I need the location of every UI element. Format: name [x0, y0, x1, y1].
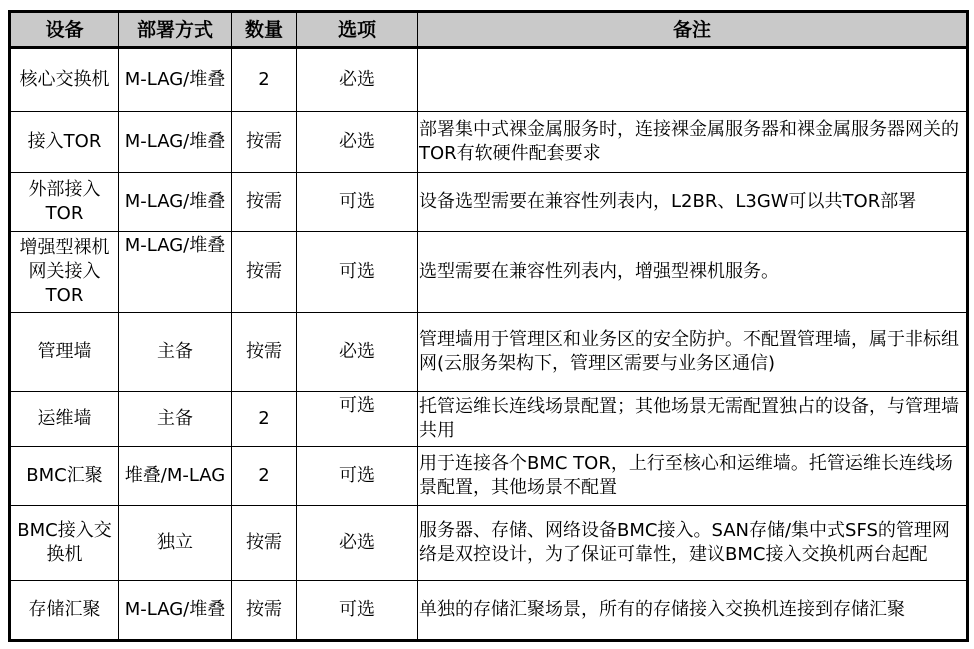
header-deploy: 部署方式 — [119, 12, 232, 48]
cell-deploy: M-LAG/堆叠 — [119, 173, 232, 232]
table-row — [10, 112, 968, 173]
table-container — [8, 10, 966, 642]
cell-qty: 按需 — [232, 112, 297, 173]
cell-note: 设备选型需要在兼容性列表内，L2BR、L3GW可以共TOR部署 — [418, 173, 968, 232]
cell-device: 外部接入TOR — [10, 173, 119, 232]
cell-note: 托管运维长连线场景配置；其他场景无需配置独占的设备，与管理墙共用 — [418, 392, 968, 447]
cell-deploy: M-LAG/堆叠 — [119, 48, 232, 112]
cell-note: 服务器、存储、网络设备BMC接入。SAN存储/集中式SFS的管理网络是双控设计，为了保证可靠性，建议BMC接入交换机两台起配 — [418, 506, 968, 581]
cell-deploy: M-LAG/堆叠 — [119, 232, 232, 313]
cell-note — [418, 48, 968, 112]
table-row — [10, 173, 968, 232]
cell-note: 部署集中式裸金属服务时，连接裸金属服务器和裸金属服务器网关的TOR有软硬件配套要求 — [418, 112, 968, 173]
table-row — [10, 506, 968, 581]
cell-deploy: M-LAG/堆叠 — [119, 112, 232, 173]
cell-device: BMC汇聚 — [10, 447, 119, 506]
cell-qty: 2 — [232, 392, 297, 447]
cell-device: 管理墙 — [10, 313, 119, 392]
table-header-row — [10, 12, 968, 48]
cell-option: 必选 — [297, 112, 418, 173]
header-note: 备注 — [418, 12, 968, 48]
table-row — [10, 581, 968, 641]
cell-option: 可选 — [297, 392, 418, 447]
cell-qty: 2 — [232, 447, 297, 506]
cell-option: 可选 — [297, 447, 418, 506]
cell-device: 存储汇聚 — [10, 581, 119, 641]
cell-qty: 按需 — [232, 506, 297, 581]
cell-qty: 按需 — [232, 313, 297, 392]
cell-qty: 按需 — [232, 232, 297, 313]
cell-note: 管理墙用于管理区和业务区的安全防护。不配置管理墙，属于非标组网(云服务架构下，管理区需要与业务区通信) — [418, 313, 968, 392]
cell-option: 必选 — [297, 48, 418, 112]
cell-option: 必选 — [297, 506, 418, 581]
cell-deploy: 堆叠/M-LAG — [119, 447, 232, 506]
cell-option: 必选 — [297, 313, 418, 392]
cell-deploy: 独立 — [119, 506, 232, 581]
device-deployment-table — [8, 10, 969, 642]
header-device: 设备 — [10, 12, 119, 48]
table-row — [10, 392, 968, 447]
table-row — [10, 447, 968, 506]
cell-device: BMC接入交换机 — [10, 506, 119, 581]
cell-device: 增强型裸机网关接入TOR — [10, 232, 119, 313]
cell-qty: 2 — [232, 48, 297, 112]
cell-note: 单独的存储汇聚场景，所有的存储接入交换机连接到存储汇聚 — [418, 581, 968, 641]
header-qty: 数量 — [232, 12, 297, 48]
cell-option: 可选 — [297, 232, 418, 313]
table-row — [10, 232, 968, 313]
cell-deploy: 主备 — [119, 313, 232, 392]
cell-deploy: M-LAG/堆叠 — [119, 581, 232, 641]
cell-deploy: 主备 — [119, 392, 232, 447]
cell-note: 选型需要在兼容性列表内，增强型裸机服务。 — [418, 232, 968, 313]
cell-option: 可选 — [297, 173, 418, 232]
cell-qty: 按需 — [232, 581, 297, 641]
cell-device: 运维墙 — [10, 392, 119, 447]
header-option: 选项 — [297, 12, 418, 48]
cell-option: 可选 — [297, 581, 418, 641]
cell-qty: 按需 — [232, 173, 297, 232]
cell-device: 核心交换机 — [10, 48, 119, 112]
cell-device: 接入TOR — [10, 112, 119, 173]
table-row — [10, 48, 968, 112]
cell-note: 用于连接各个BMC TOR，上行至核心和运维墙。托管运维长连线场景配置，其他场景不配置 — [418, 447, 968, 506]
table-row — [10, 313, 968, 392]
